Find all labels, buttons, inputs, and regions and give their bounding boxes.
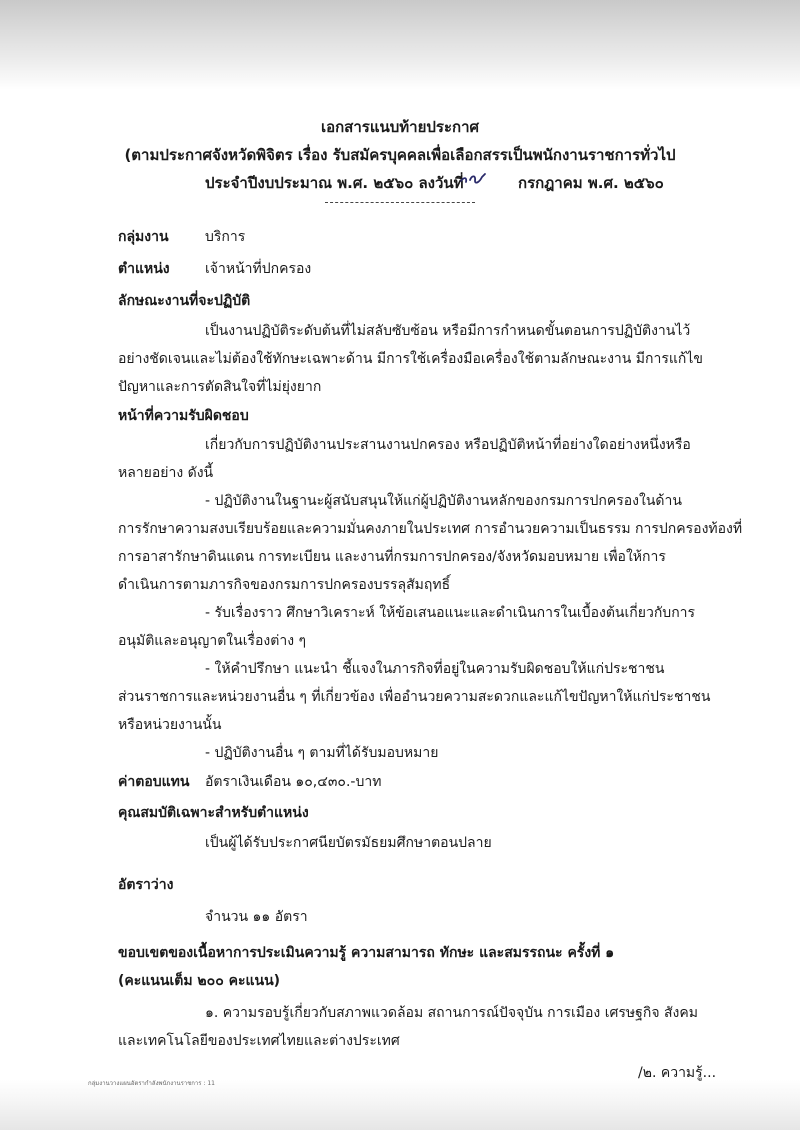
duties-line-4: การรักษาความสงบเรียบร้อยและความมั่นคงภายในประเทศ การอำนวยความเป็นธรรม การปกครองท้องที่ (118, 521, 743, 537)
duties-line-6: ดำเนินการตามภารกิจของกรมการปกครองบรรลุสัมฤทธิ์ (118, 577, 451, 593)
group-value: บริการ (205, 229, 246, 245)
qualification-heading: คุณสมบัติเฉพาะสำหรับตำแหน่ง (118, 805, 309, 821)
position-label: ตำแหน่ง (118, 261, 170, 277)
header-divider (325, 202, 475, 203)
duties-line-1: เกี่ยวกับการปฏิบัติงานประสานงานปกครอง หรือปฏิบัติหน้าที่อย่างใดอย่างหนึ่งหรือ (205, 437, 691, 453)
scope-heading: ขอบเขตของเนื้อหาการประเมินความรู้ ความสามารถ ทักษะ และสมรรถนะ ครั้งที่ ๑ (118, 945, 615, 961)
vacancy-text: จำนวน ๑๑ อัตรา (205, 909, 308, 925)
handwritten-date-mark (458, 168, 488, 188)
compensation-value: อัตราเงินเดือน ๑๐,๔๓๐.-บาท (205, 774, 382, 790)
duties-line-9: - ให้คำปรึกษา แนะนำ ชี้แจงในภารกิจที่อยู่ในความรับผิดชอบให้แก่ประชาชน (205, 661, 665, 677)
doc-date-suffix: กรกฎาคม พ.ศ. ๒๕๖๐ (518, 174, 664, 192)
compensation-label: ค่าตอบแทน (118, 774, 190, 790)
duties-line-11: หรือหน่วยงานนั้น (118, 717, 222, 733)
doc-title: เอกสารแนบท้ายประกาศ (320, 118, 480, 136)
scope-item-1-line-1: ๑. ความรอบรู้เกี่ยวกับสภาพแวดล้อม สถานการณ์ปัจจุบัน การเมือง เศรษฐกิจ สังคม (205, 1005, 698, 1021)
duties-line-10: ส่วนราชการและหน่วยงานอื่น ๆ ที่เกี่ยวข้อง เพื่ออำนวยความสะดวกและแก้ไขปัญหาให้แก่ประชาชน (118, 689, 711, 705)
nature-line-1: เป็นงานปฏิบัติระดับต้นที่ไม่สลับซับซ้อน หรือมีการกำหนดขั้นตอนการปฏิบัติงานไว้ (205, 323, 691, 339)
nature-heading: ลักษณะงานที่จะปฏิบัติ (118, 293, 251, 309)
continuation-marker: /๒. ความรู้... (638, 1065, 717, 1081)
scan-shadow-top (0, 0, 800, 90)
duties-line-2: หลายอย่าง ดังนี้ (118, 465, 214, 481)
qualification-text: เป็นผู้ได้รับประกาศนียบัตรมัธยมศึกษาตอนปลาย (205, 835, 492, 851)
duties-line-7: - รับเรื่องราว ศึกษาวิเคราะห์ ให้ข้อเสนอแนะและดำเนินการในเบื้องต้นเกี่ยวกับการ (205, 605, 696, 621)
footer-note: กลุ่มงานวางแผนอัตรากำลังพนักงานราชการ : 11 (88, 1080, 215, 1087)
scope-subheading: (คะแนนเต็ม ๒๐๐ คะแนน) (118, 973, 281, 989)
doc-date-prefix: ประจำปีงบประมาณ พ.ศ. ๒๕๖๐ ลงวันที่ (205, 174, 464, 192)
group-label: กลุ่มงาน (118, 229, 169, 245)
nature-line-3: ปัญหาและการตัดสินใจที่ไม่ยุ่งยาก (118, 379, 322, 395)
duties-line-5: การอาสารักษาดินแดน การทะเบียน และงานที่กรมการปกครอง/จังหวัดมอบหมาย เพื่อให้การ (118, 549, 666, 565)
doc-date-line (205, 174, 664, 192)
duties-line-12: - ปฏิบัติงานอื่น ๆ ตามที่ได้รับมอบหมาย (205, 745, 439, 761)
position-value: เจ้าหน้าที่ปกครอง (205, 261, 312, 277)
duties-line-3: - ปฏิบัติงานในฐานะผู้สนับสนุนให้แก่ผู้ปฏิบัติงานหลักของกรมการปกครองในด้าน (205, 493, 682, 509)
scope-item-1-line-2: และเทคโนโลยีของประเทศไทยและต่างประเทศ (118, 1033, 400, 1049)
duties-heading: หน้าที่ความรับผิดชอบ (118, 408, 249, 424)
nature-line-2: อย่างชัดเจนและไม่ต้องใช้ทักษะเฉพาะด้าน มีการใช้เครื่องมือเครื่องใช้ตามลักษณะงาน มีการแก้ไข (118, 351, 703, 367)
vacancy-heading: อัตราว่าง (118, 877, 174, 893)
duties-line-8: อนุมัติและอนุญาตในเรื่องต่าง ๆ (118, 633, 306, 649)
doc-subtitle: (ตามประกาศจังหวัดพิจิตร เรื่อง รับสมัครบุคคลเพื่อเลือกสรรเป็นพนักงานราชการทั่วไป (124, 146, 676, 164)
